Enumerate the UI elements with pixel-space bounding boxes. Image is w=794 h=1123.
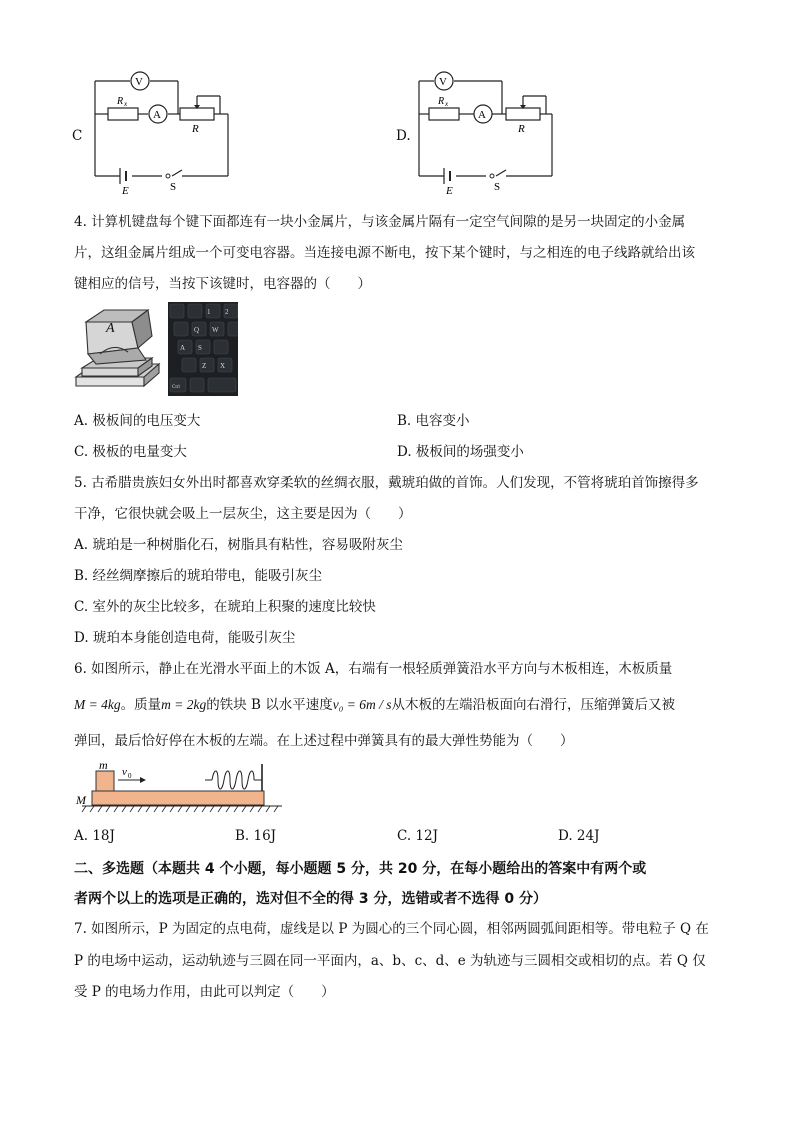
q4-option-a[interactable]: A. 极板间的电压变大 <box>74 413 201 429</box>
q7-line-3: 受 P 的电场力作用，由此可以判定（ ） <box>74 984 335 1000</box>
rx-c-label: R <box>117 96 124 107</box>
q7-line-1: 7. 如图所示，P 为固定的点电荷，虚线是以 P 为圆心的三个同心圆，相邻两圆弧间距相等。带电粒子 Q 在 <box>74 921 709 937</box>
q5-line-1: 5. 古希腊贵族妇女外出时都喜欢穿柔软的丝绸衣服，戴琥珀做的首饰。人们发现，不管将琥珀首饰擦得多 <box>74 475 699 491</box>
key-a-label: A <box>106 321 115 336</box>
circuit-d-diagram <box>394 66 644 196</box>
ammeter-d-label: A <box>478 109 486 121</box>
q5-option-c[interactable]: C. 室外的灰尘比较多，在琥珀上积聚的速度比较快 <box>74 599 376 615</box>
q5-option-b[interactable]: B. 经丝绸摩擦后的琥珀带电，能吸引灰尘 <box>74 568 323 584</box>
q5-option-d[interactable]: D. 琥珀本身能创造电荷，能吸引灰尘 <box>74 630 296 646</box>
e-c-label: E <box>122 185 129 196</box>
svg-text:X: X <box>220 362 226 370</box>
q5-line-2: 干净，它很快就会吸上一层灰尘，这主要是因为（ ） <box>74 506 412 522</box>
keyboard-figure <box>74 302 244 398</box>
q6-option-d[interactable]: D. 24J <box>558 828 600 844</box>
q6-mass-m: m = 2kg <box>161 697 207 712</box>
option-c-label: C <box>72 128 83 144</box>
svg-text:W: W <box>212 326 219 334</box>
q6-velocity: v₀ = 6m / s <box>332 697 392 712</box>
s-d-label: S <box>494 181 501 193</box>
option-d-label: D. <box>396 128 411 144</box>
q7-line-2: P 的电场中运动，运动轨迹与三圆在同一平面内，a、b、c、d、e 为轨迹与三圆相交或相切的点。若 Q 仅 <box>74 953 706 969</box>
fig-m-label: m <box>99 758 108 772</box>
svg-text:1: 1 <box>207 308 211 316</box>
q6-option-c[interactable]: C. 12J <box>397 828 439 844</box>
svg-text:x: x <box>445 100 449 108</box>
q6-line-2: M = 4kg。质量m = 2kg的铁块 B 以水平速度v₀ = 6m / s从木板的左端沿板面向右滑行，压缩弹簧后又被 <box>74 697 676 713</box>
svg-text:0: 0 <box>128 772 132 780</box>
svg-text:S: S <box>198 344 202 352</box>
q4-option-c[interactable]: C. 极板的电量变大 <box>74 444 187 460</box>
svg-text:x: x <box>124 100 128 108</box>
e-d-label: E <box>446 185 453 196</box>
circuit-d <box>394 66 644 196</box>
fig-M-label: M <box>76 793 86 807</box>
keyboard-photo <box>168 302 238 396</box>
q6-line-3: 弹回，最后恰好停在木板的左端。在上述过程中弹簧具有的最大弹性势能为（ ） <box>74 733 574 749</box>
svg-text:Z: Z <box>202 362 207 370</box>
svg-text:A: A <box>180 344 186 352</box>
s-c-label: S <box>170 181 177 193</box>
fig-v-label: v <box>122 766 127 778</box>
r-d-label: R <box>518 123 525 135</box>
q4-option-d[interactable]: D. 极板间的场强变小 <box>397 444 524 460</box>
ammeter-c-label: A <box>153 109 161 121</box>
circuit-c <box>70 66 320 196</box>
svg-text:Ctrl: Ctrl <box>172 385 180 390</box>
q6-option-b[interactable]: B. 16J <box>235 828 277 844</box>
section-2-heading-line-1: 二、多选题（本题共 4 个小题，每小题题 5 分，共 20 分，在每小题给出的答案中有两个或 <box>74 861 647 877</box>
q6-option-a[interactable]: A. 18J <box>74 828 115 844</box>
circuit-c-diagram <box>70 66 320 196</box>
section-2-heading-line-2: 者两个以上的选项是正确的，选对但不全的得 3 分，选错或者不选得 0 分） <box>74 891 547 907</box>
spring-board-diagram <box>72 758 292 816</box>
q4-option-b[interactable]: B. 电容变小 <box>397 413 470 429</box>
voltmeter-c-label: V <box>135 76 143 88</box>
r-c-label: R <box>192 123 199 135</box>
rx-d-label: R <box>438 96 445 107</box>
voltmeter-d-label: V <box>439 76 447 88</box>
q6-line-1: 6. 如图所示，静止在光滑水平面上的木饭 A，右端有一根轻质弹簧沿水平方向与木板相连，木板质量 <box>74 661 673 677</box>
q6-figure <box>72 758 292 816</box>
q4-line-2: 片，这组金属片组成一个可变电容器。当连接电源不断电，按下某个键时，与之相连的电子线路就给出该 <box>74 245 695 261</box>
q4-line-3: 键相应的信号，当按下该键时，电容器的（ ） <box>74 276 371 292</box>
q4-line-1: 4. 计算机键盘每个键下面都连有一块小金属片，与该金属片隔有一定空气间隙的是另一块固定的小金属 <box>74 214 686 230</box>
q6-mass-M: M = 4kg <box>74 697 121 712</box>
svg-text:Q: Q <box>194 326 200 334</box>
svg-text:2: 2 <box>225 308 229 316</box>
q5-option-a[interactable]: A. 琥珀是一种树脂化石，树脂具有粘性，容易吸附灰尘 <box>74 537 403 553</box>
